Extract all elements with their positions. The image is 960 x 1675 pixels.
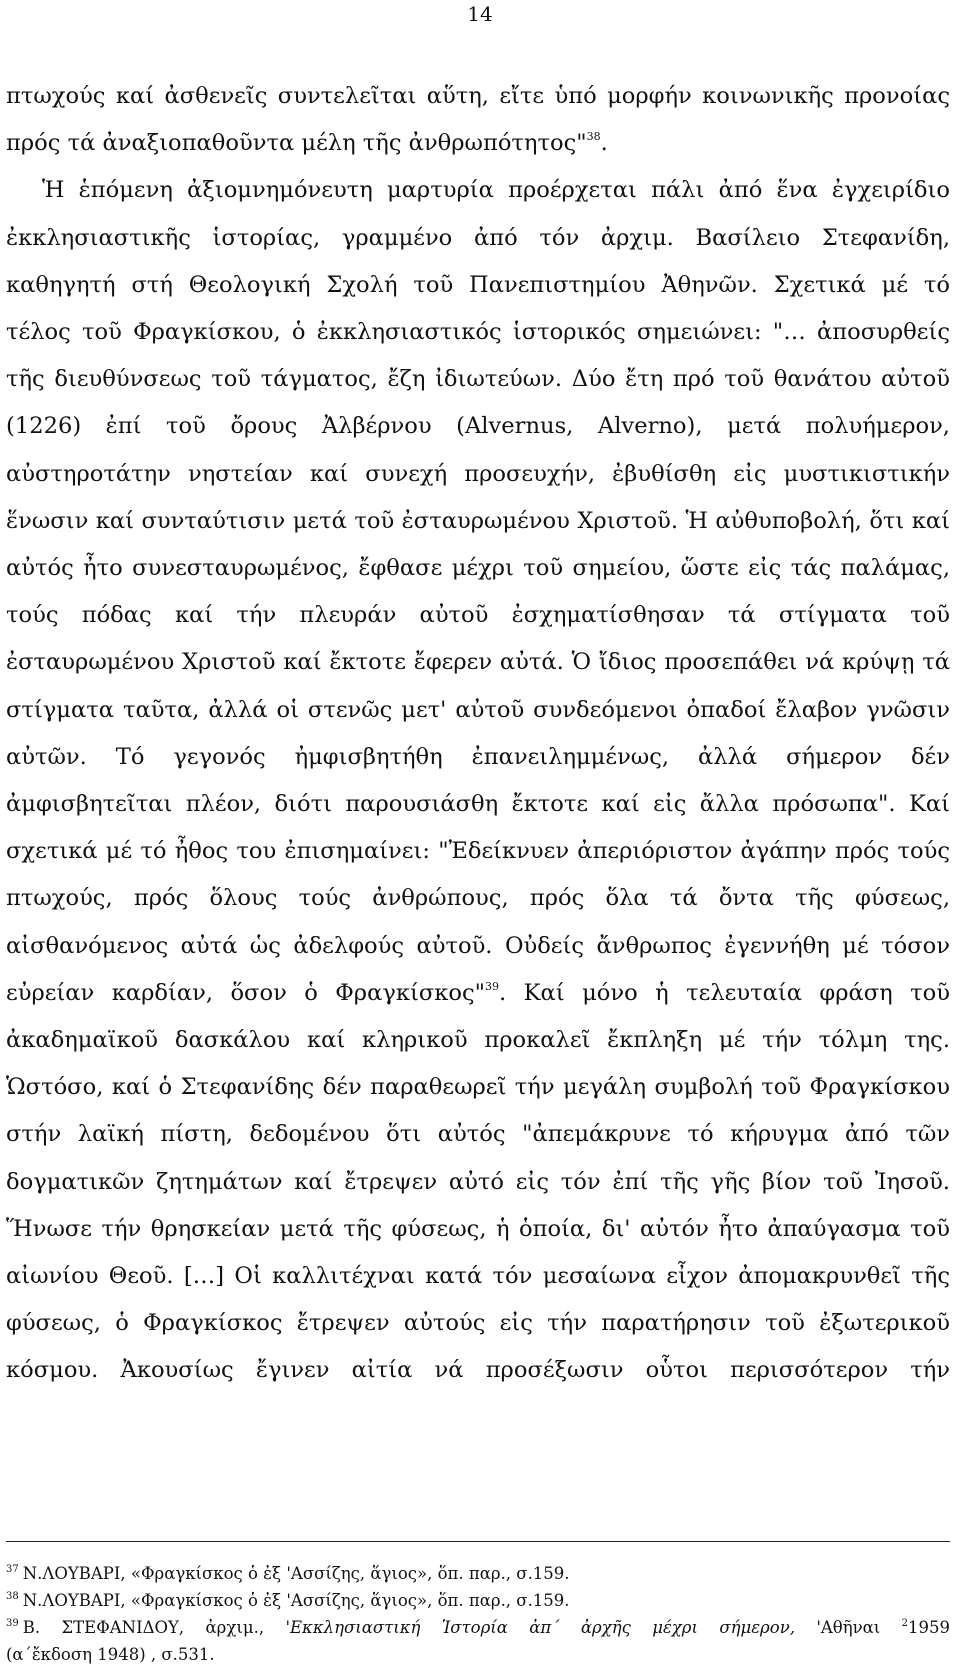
footnotes bbox=[6, 1541, 950, 1668]
footnote-text: Ν.ΛΟΥΒΑΡΙ, «Φραγκίσκος ὁ ἐξ 'Ασσίζης, ἅγιος», ὅπ. παρ., σ.159. bbox=[22, 1564, 570, 1583]
text-line: ἐκκλησιαστικῆς ἱστορίας, γραμμένο ἀπό τόν ἀρχιμ. Βασίλειο Στεφανίδη, bbox=[6, 224, 950, 251]
body-text bbox=[6, 73, 950, 1395]
footnote-37 bbox=[6, 1560, 950, 1587]
footnote-title: 'Εκκλησιαστική Ἱστορία ἀπ΄ ἀρχῆς μέχρι σήμερον, bbox=[285, 1618, 795, 1637]
text-line: πρός τά ἀναξιοπαθοῦντα μέλη τῆς ἀνθρωπότητος"$^{38}$. bbox=[6, 130, 608, 157]
footnote-ref-38[interactable]: 38 bbox=[586, 130, 601, 144]
text-line: αἰωνίου Θεοῦ. […] Οἱ καλλιτέχναι κατά τόν μεσαίωνα εἶχον ἀπομακρυνθεῖ τῆς bbox=[6, 1263, 950, 1290]
footnote-number: 39 bbox=[6, 1618, 19, 1629]
footnote-39-continuation: (α΄ἔκδοση 1948) , σ.531. bbox=[6, 1645, 215, 1664]
text-line: αὐτῶν. Τό γεγονός ἠμφισβητήθη ἐπανειλημμένως, ἀλλά σήμερον δέν bbox=[6, 743, 950, 770]
text-line: φύσεως, ὁ Φραγκίσκος ἔτρεψεν αὐτούς εἰς τήν παρατήρησιν τοῦ ἐξωτερικοῦ bbox=[6, 1310, 950, 1337]
text-line: πτωχούς καί ἀσθενεῖς συντελεῖται αὕτη, εἴτε ὑπό μορφήν κοινωνικῆς προνοίας bbox=[6, 83, 950, 109]
text-line: δογματικῶν ζητημάτων καί ἔτρεψεν αὐτό εἰς τόν ἐπί τῆς γῆς βίον τοῦ Ἰησοῦ. bbox=[6, 1168, 950, 1195]
footnote-divider bbox=[6, 1541, 950, 1542]
text-line: τῆς διευθύνσεως τοῦ τάγματος, ἔζη ἰδιωτεύων. Δύο ἔτη πρό τοῦ θανάτου αὐτοῦ bbox=[6, 366, 950, 393]
text-line: σχετικά μέ τό ἦθος του ἐπισημαίνει: "Ἐδείκνυεν ἀπεριόριστον ἀγάπην πρός τούς bbox=[6, 838, 950, 865]
text-line: Ἡ ἑπόμενη ἀξιομνημόνευτη μαρτυρία προέρχεται πάλι ἀπό ἕνα ἐγχειρίδιο bbox=[42, 177, 950, 204]
footnote-38 bbox=[6, 1587, 950, 1614]
text-line: αἰσθανόμενος αὐτά ὡς ἀδελφούς αὐτοῦ. Οὐδείς ἄνθρωπος ἐγεννήθη μέ τόσον bbox=[6, 932, 950, 959]
text-line: ἐσταυρωμένου Χριστοῦ καί ἔκτοτε ἔφερεν αὐτά. Ὁ ἴδιος προσεπάθει νά κρύψῃ τά bbox=[6, 649, 950, 676]
page-number: 14 bbox=[467, 2, 493, 26]
footnote-place: 'Αθῆναι bbox=[794, 1618, 902, 1637]
text-fragment: εὐρείαν καρδίαν, ὅσον ὁ Φραγκίσκος" bbox=[6, 979, 486, 1006]
text-line: (1226) ἐπί τοῦ ὄρους Ἀλβέρνου (Alvernus, Alverno), μετά πολυήμερον, bbox=[6, 413, 950, 440]
text-fragment: πρός τά ἀναξιοπαθοῦντα μέλη τῆς ἀνθρωπότητος" bbox=[6, 130, 587, 157]
text-line: ἀκαδημαϊκοῦ δασκάλου καί κληρικοῦ προκαλεῖ ἔκπληξη μέ τήν τόλμη της. bbox=[6, 1027, 950, 1054]
text-line: Ὡστόσο, καί ὁ Στεφανίδης δέν παραθεωρεῖ τήν μεγάλη συμβολή τοῦ Φραγκίσκου bbox=[6, 1074, 950, 1101]
text-line: τούς πόδας καί τήν πλευράν αὐτοῦ ἐσχηματίσθησαν τά στίγματα τοῦ bbox=[6, 602, 950, 629]
text-line: στίγματα ταῦτα, ἀλλά οἱ στενῶς μετ' αὐτοῦ συνδεόμενοι ὀπαδοί ἔλαβον γνῶσιν bbox=[6, 696, 950, 723]
footnote-ref-39[interactable]: 39 bbox=[485, 979, 500, 993]
text-fragment: . Καί μόνο ἡ τελευταία φράση τοῦ bbox=[499, 979, 950, 1006]
footnote-number: 37 bbox=[6, 1564, 19, 1575]
footnote-39 bbox=[6, 1614, 950, 1641]
text-line bbox=[6, 970, 950, 1017]
text-line: καθηγητή στή Θεολογική Σχολή τοῦ Πανεπιστημίου Ἀθηνῶν. Σχετικά μέ τό bbox=[6, 271, 950, 298]
footnote-text: Ν.ΛΟΥΒΑΡΙ, «Φραγκίσκος ὁ ἐξ 'Ασσίζης, ἅγιος», ὅπ. παρ., σ.159. bbox=[22, 1591, 570, 1610]
text-line: πτωχούς, πρός ὅλους τούς ἀνθρώπους, πρός ὅλα τά ὄντα τῆς φύσεως, bbox=[6, 885, 950, 912]
footnote-number: 38 bbox=[6, 1591, 19, 1602]
text-line: ἕνωσιν καί συνταύτισιν μετά τοῦ ἐσταυρωμένου Χριστοῦ. Ἡ αὐθυποβολή, ὅτι καί bbox=[6, 507, 950, 534]
footnote-author: Β. ΣΤΕΦΑΝΙΔΟΥ, ἀρχιμ., bbox=[22, 1618, 286, 1637]
text-line: Ἥνωσε τήν θρησκείαν μετά τῆς φύσεως, ἡ ὁποία, δι' αὐτόν ἦτο ἀπαύγασμα τοῦ bbox=[6, 1215, 950, 1242]
text-line: αὐτός ἦτο συνεσταυρωμένος, ἔφθασε μέχρι τοῦ σημείου, ὥστε εἰς τάς παλάμας, bbox=[6, 555, 950, 582]
text-line: αὐστηροτάτην νηστείαν καί συνεχή προσευχήν, ἐβυθίσθη εἰς μυστικιστικήν bbox=[6, 460, 950, 487]
text-line: ἀμφισβητεῖται πλέον, διότι παρουσιάσθη ἔκτοτε καί εἰς ἄλλα πρόσωπα". Καί bbox=[6, 791, 950, 818]
edition-superscript: 2 bbox=[901, 1618, 908, 1629]
footnote-year: 1959 bbox=[908, 1618, 950, 1637]
text-line: στήν λαϊκή πίστη, δεδομένου ὅτι αὐτός "ἀπεμάκρυνε τό κήρυγμα ἀπό τῶν bbox=[6, 1121, 950, 1148]
text-line: κόσμου. Ἀκουσίως ἔγινεν αἰτία νά προσέξωσιν οὗτοι περισσότερον τήν bbox=[6, 1357, 950, 1384]
text-line: τέλος τοῦ Φραγκίσκου, ὁ ἐκκλησιαστικός ἱστορικός σημειώνει: "… ἀποσυρθείς bbox=[6, 319, 950, 346]
